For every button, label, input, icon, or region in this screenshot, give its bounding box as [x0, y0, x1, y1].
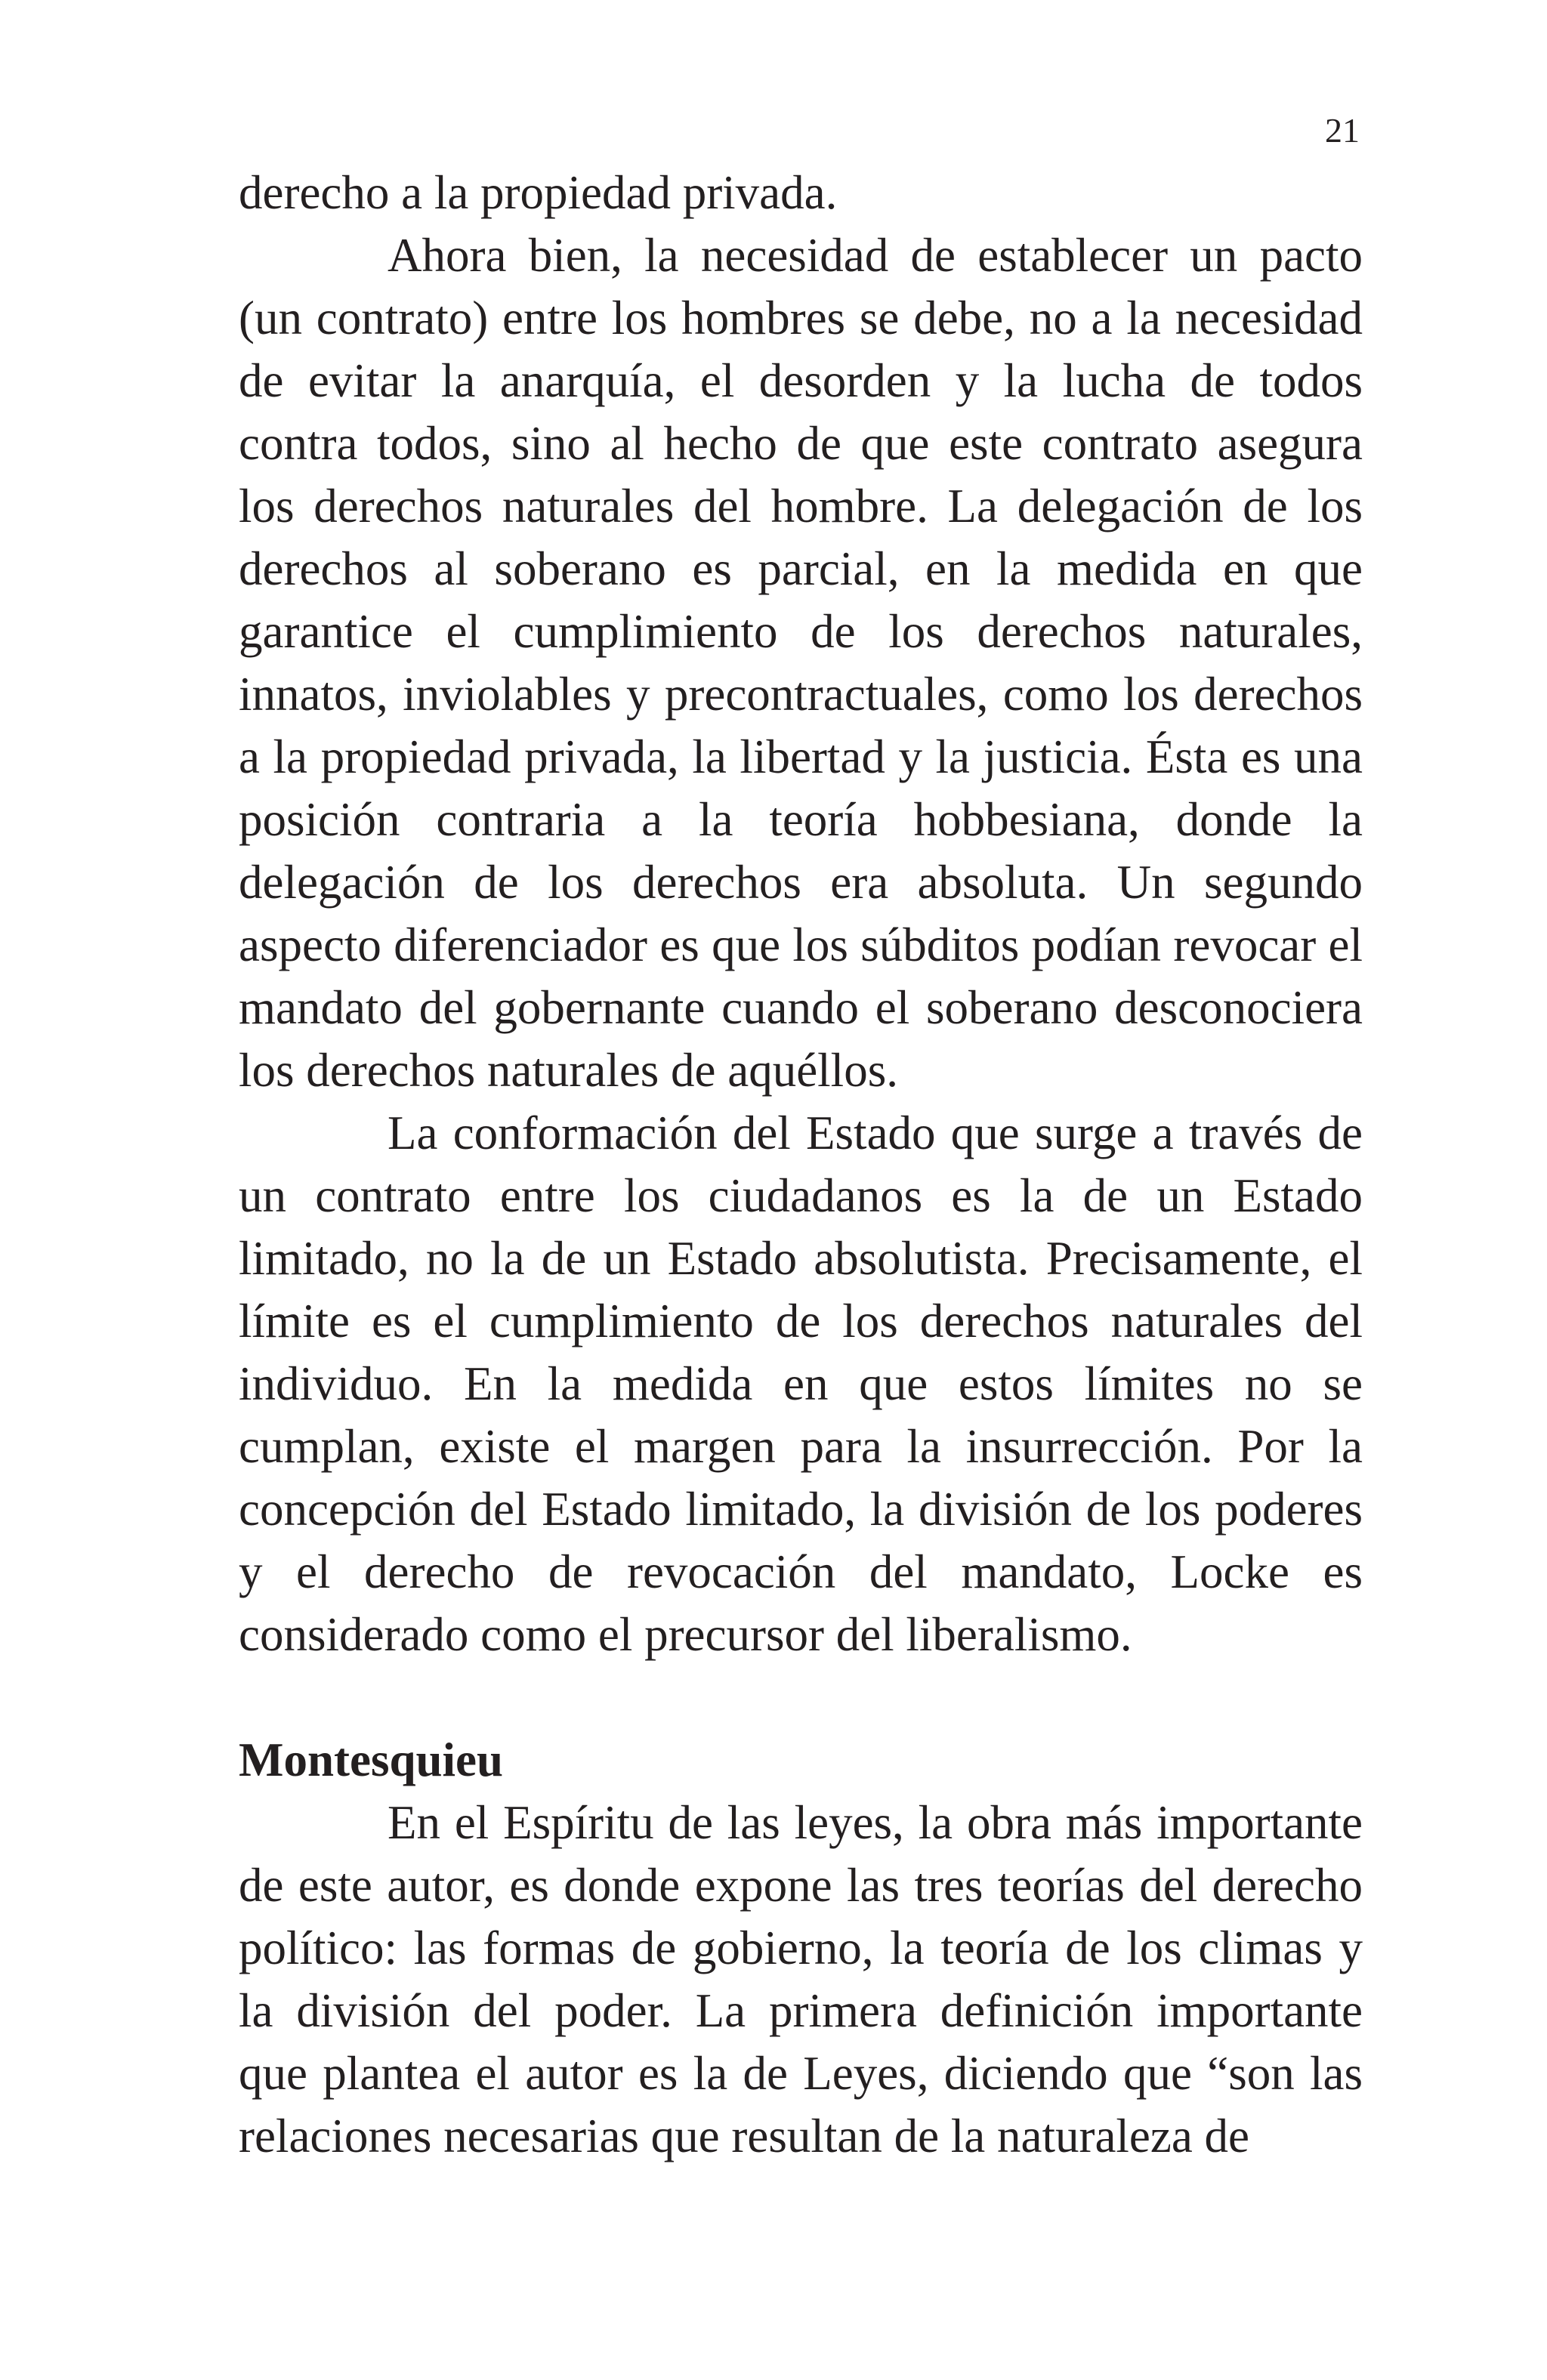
paragraph: Ahora bien, la necesidad de establecer un pacto (un contrato) entre los hombres se debe, no a la necesidad de evitar la anarquía, el desorden y la lucha de todos contra todos, sino al hecho de que este contrato asegura los derechos naturales del hombre. La delegación de los derechos al soberano es parcial, en la medida en que garantice el cumplimiento de los derechos naturales, innatos, inviolables y precontractuales, como los derechos a la propiedad privada, la libertad y la justicia. Ésta es una posición contraria a la teoría hobbesiana, donde la delegación de los derechos era absoluta. Un segundo aspecto diferenciador es que los súbditos podían revocar el mandato del gobernante cuando el soberano desconociera los derechos naturales de aquéllos. [239, 229, 1363, 1097]
section-heading: Montesquieu [239, 1733, 504, 1786]
paragraph: La conformación del Estado que surge a través de un contrato entre los ciudadanos es la de un Estado limitado, no la de un Estado absolutista. Precisamente, el límite es el cumplimiento de los derechos naturales del individuo. En la medida en que estos límites no se cumplan, existe el margen para la insurrección. Por la concepción del Estado limitado, la división de los poderes y el derecho de revocación del mandato, Locke es considerado como el precursor del liberalismo. [239, 1107, 1363, 1661]
paragraph-continuation: derecho a la propiedad privada. [239, 166, 838, 219]
paragraph: En el Espíritu de las leyes, la obra más importante de este autor, es donde expone las tres teorías del derecho político: las formas de gobierno, la teoría de los climas y la división del poder. La primera definición importante que plantea el autor es la de Leyes, diciendo que “son las relaciones necesarias que resultan de la naturaleza de [239, 1796, 1363, 2162]
body-text [239, 162, 1363, 2168]
page-number: 21 [1325, 111, 1360, 150]
